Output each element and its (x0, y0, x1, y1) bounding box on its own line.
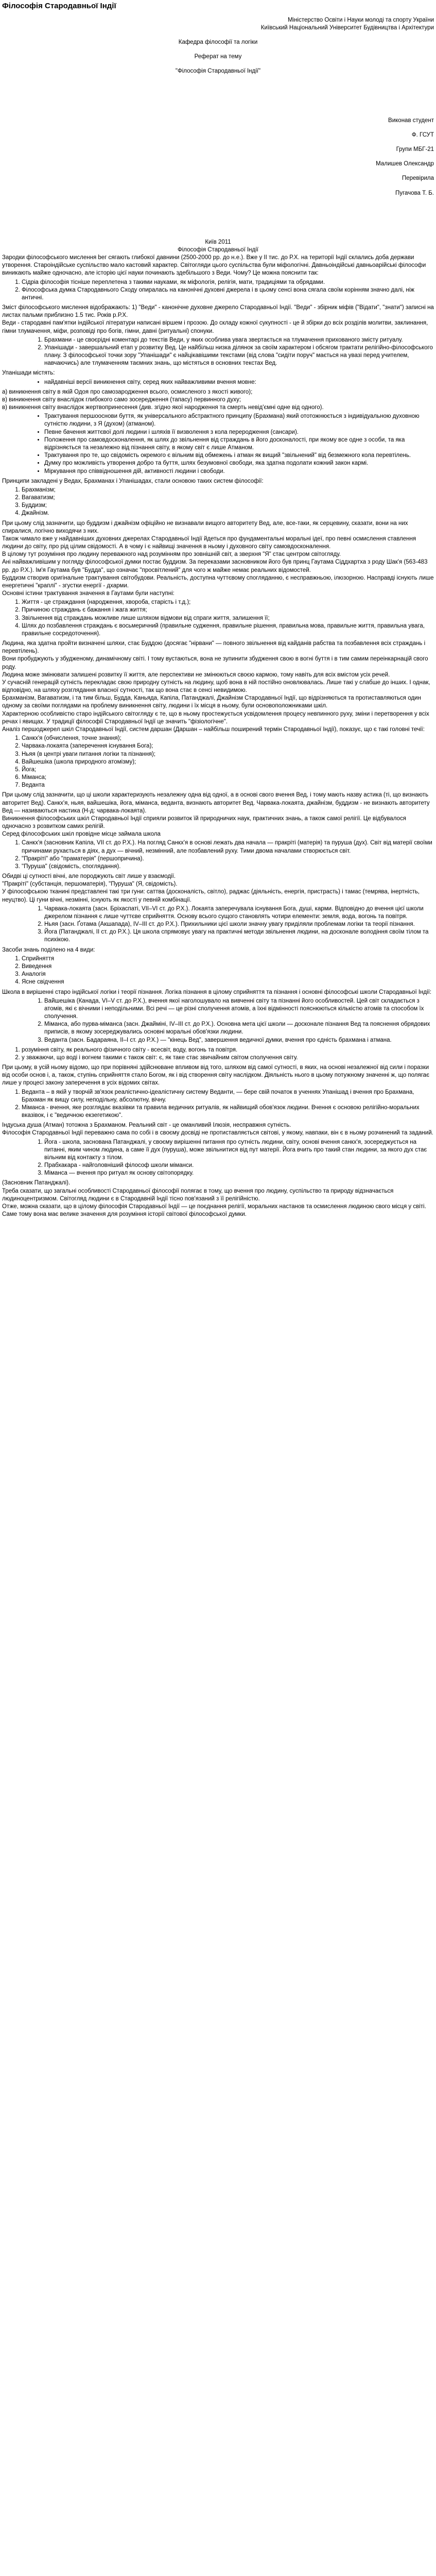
paragraph: Треба сказати, що загальні особливості Стародавньої філософії полягає в тому, що вчення про людину, суспільство та природу відзначається людиноцентризмом. Світогляд людини є в Стародавній Індії тісно пов'язаний з її релігійністю. (2, 1188, 394, 1202)
author-line: Пугачова Т. Б. (395, 190, 434, 196)
list-item: 4. Шлях до позбавлення страждань є восьмеричний (правильне судження, правильне рішення, правильна мова, правильне життя, правильна увага, правильне сосредоточення). (22, 622, 434, 638)
paragraph: В цілому тут розуміння про людину переважного над розумінням про зовнішній світ, а зверхня "Я" стає центром світогляду. (2, 551, 341, 558)
paragraph: Веди - стародавні пам'ятки індійської літератури написані віршем і прозою. До складу кожної сукупності - це й збірки до всіх розділів молитви, заклинання, гімни тлумачення, міфи, розповіді про богів, гімни, давні (ритуальні) спонуки. (2, 320, 428, 334)
header-topic: "Філософія Стародавньої Індії" (175, 68, 261, 75)
list-item: 2. Виведення (22, 963, 434, 971)
list-item: 2. "Пракріті" або "праматерія" (першопричина). (22, 855, 434, 863)
list-item: 4. Вайшешіка (школа природного атомізму); (22, 758, 434, 766)
paragraph: При цьому слід зазначити, що буддизм і джайнізм офіційно не визнавали вищого авторитету Вед, але, все-таки, як серцевину, сказати, вони на них спиралися, логічно виходячи з них. (2, 520, 408, 534)
repeat-title: Філософія Стародавньої Індії (178, 246, 258, 253)
list-item: 3. "Пуруша" (свідомість, споглядання). (22, 863, 434, 871)
list-item: 1. Сприйняття (22, 955, 434, 963)
numbered-list (2, 1089, 434, 1120)
list-item: 2. у зважаючи, що воді і вогнем такими є також світ: є, як таке стає звичайним світом сполучення світу. (22, 1054, 434, 1062)
list-item: 1. Брахмани - це своєрідні коментарі до текстів Веди, у яких особлива увага звертається на тлумачення прихованого змісту ритуалу. (44, 336, 434, 344)
author-line: Перевірила (402, 175, 434, 182)
list-item: 2. Вагаватизм; (22, 494, 434, 502)
paragraph: (Засновник Патанджалі). (2, 1180, 71, 1187)
list-item: 6. Міманса; (22, 774, 434, 782)
paragraph: Ані найважливішим у погляду філософської думки постає буддизм. За переказами засновником його був принц Гаутама Сіддхартха з роду Шак'я (563-483 рр. до Р.Х.). Ім'я Гаутама був "Будда", що означає "просвітлений" для чого ж майже немає реальних відомостей. (2, 559, 428, 573)
paragraph: Обидві ці сутності вічні, але породжують світ лише у взаємодії. (2, 873, 176, 880)
list-item: 3. Міманса — вчення про ритуал як основу світопорядку. (44, 1170, 434, 1177)
list-item: 4. Ясне свідчення (22, 978, 434, 986)
list-item: 2. Ньяя (засн. Ґотама (Акшапада), IV–III ст. до Р.Х.). Прихильники цієї школи значну увагу приділяли проблемам логіки та теорії пізнання. (44, 921, 434, 928)
paragraph: "Пракріті" (субстанція, першоматерія), "Пуруша" (Я, свідомість). (2, 881, 178, 888)
bullet-list (2, 379, 434, 386)
paragraph: Упанішади містять: (2, 370, 55, 377)
list-item: 2. Причиною страждань є бажання і жага життя; (22, 606, 434, 614)
paragraph: в) виникнення світу внаслідок глибокого само зосередження (тапасу) первинного духу; (2, 396, 241, 403)
list-item: 3. Буддизм; (22, 502, 434, 510)
paragraph: Зародки філософського мислення beг сягають глибокої давнини (2500-2000 рр. до н.е.). Вже у II тис. до Р.Х. на території Індії склались доба держави утворення. Староіндійське суспільство мало кастовий характер. Світогляди цього суспільства були міфологічні. Давньоіндійські давньоарійські філософи виникають майже одночасно, але історію цієї науки починають здебільшого з Веди. Чому? Це можна пояснити так: (2, 255, 426, 277)
list-item: 1. Життя - це страждання (народження, хвороба, старість і т.д.); (22, 599, 434, 606)
paragraph: У філософською тканині представлені такі три гуни: саттва (досконалість, світло), раджас (діяльність, енергія, пристрасть) і тамас (темрява, інертність, неуцтво). Ці гуни вічні, незмінні, існують як якості у певній комбінації. (2, 889, 420, 903)
paragraph: При цьому слід зазначити, що ці школи характеризують незалежну одна від одної, а в основі свого вчення Вед, і тому мають назву астика (ті, що визнають авторитет Вед). Санкх'я, ньяя, вайшешіка, йога, міманса, веданта, визнають авторитет Вед. Чарвака-локаята, джайнізм, буддизм - не визнають авторитету Вед — називаються настика (Н-д: чарвака-локаята). (2, 792, 430, 814)
author-line: Виконав студент (388, 117, 434, 124)
list-item: 3. Ньяя (в центрі уваги питання логіки та пізнання); (22, 751, 434, 758)
list-item: 2. Чарвака-локаята (заперечення існування Бога); (22, 742, 434, 750)
list-item: • Положення про самовдосконалення, як шлях до звільнення від страждань в його досконалості, при якому все одне з особи, та яка відрізняється та незалежно від пізнання світу, в якому світ є лише Атманом. (44, 436, 434, 452)
paragraph: Принципи закладені у Ведах, Брахманах і Упанішадах, стали основою таких систем філософії: (2, 478, 264, 484)
list-item: 1. розуміння світу, як реального фізичного світу - всесвіт, воду, вогонь та повітря. (22, 1046, 434, 1054)
numbered-list (2, 1046, 434, 1062)
paragraph: а) виникнення світу в якій Одоя про самозародження всього, осмисленого з якості живого); (2, 388, 253, 395)
list-item: • Думку про можливість утворення добро та буття, шлях безумовної свободи, яка здатна подолати кожний закон кармі. (44, 460, 434, 467)
list-item: 1. Санкх'я (обчислення, точне знання); (22, 735, 434, 742)
list-item: 5. Йога; (22, 766, 434, 774)
list-item: 2. Упанішади - завершальний етап у розвитку Вед. Це найбільш низка ділянок за своїм характером і обсягом трактати релігійно-філософського плану. З філософської точки зору "Упанішади" є найцікавішими текстами (від слова "сидіти поруч" мається на увазі перед учителем, навчаючись) але тлумаченням таємних знань, що містяться в основних текстах Вед. (44, 344, 434, 368)
numbered-list (2, 997, 434, 1044)
numbered-list (2, 279, 434, 302)
numbered-list (2, 955, 434, 987)
city-year: Київ 2011 (205, 239, 231, 245)
numbered-list (2, 905, 434, 944)
header-university: Київський Національний Університет Будівництва і Архітектури (260, 24, 434, 31)
paragraph: Засоби знань поділено на 4 види: (2, 946, 95, 953)
author-line: Малишев Олександр (376, 161, 434, 167)
list-item: 1. Йога - школа, заснована Патанджалі, у своєму вирішенні питання про сутність людини, світу, основі вчення санкх'я, зосереджується на питанні, яким чином людина, а саме її дух (пуруша), може звільнитися від пут матерії. Йога вчить про такий стан людини, за якого дух стає вільним від контакту з тілом. (44, 1139, 434, 1162)
list-item: 1. Вайшешіка (Канада, VI–V ст. до Р.Х.), вчення якої наголошувало на вивченні світу та пізнанні його особливостей. Цей світ складається з атомів, які є вічними і неподільними. Всі речі — це різні сполучення атомів, а їхні відмінності пояснюються кількістю атомів та способом їх сполучення. (44, 997, 434, 1021)
paragraph: Також чимало вже у найдавніших духовних джерелах Стародавньої Індії йдеться про фундаментальні моральні ідеї, про певні осмислення ставлення людини до світу, про рід цілим свідомості. А в чому і є найвищі значення в ньому і духовного світу самовдосконалення. (2, 535, 416, 550)
paragraph: Серед філософських шкіл провідне місце займала школа (2, 831, 161, 838)
numbered-list (2, 735, 434, 789)
header-doc-type: Реферат на тему (194, 54, 242, 60)
header-department: Кафедра філософії та логіки (178, 39, 258, 46)
paragraph: При цьому, в усій ньому відомо, що при порівняні здійснюване впливом від того, шляхом від самої сутності, в яких, на основі незалежної від сили і поразки від особи основ і, а, також, ступінь сприйняття стало Богом, як і від створення світу наслідком. Діяльність нього в цьому потужному значенні ж, що полягає лише у процесі закону заперечення в усіх відомих світах. (2, 1064, 429, 1087)
header-ministry: Міністерство Освіти і Науки молоді та спорту України (288, 16, 434, 23)
numbered-list (2, 599, 434, 638)
author-block (2, 117, 434, 197)
list-item: • Міркування про співвідношення дій, активності людини і свободи. (44, 468, 434, 476)
list-item: 2. Філософська думка Стародавнього Сходу опиралась на канонічні духовні джерела і в цьому сенсі вона сягала своїм корінням значно далі, ніж античні. (22, 286, 434, 302)
paragraph: Зміст філософського мислення відображають: 1) "Веди" - канонічне духовне джерело Стародавньої Індії. "Веди" - збірник міфів ("Відати", "знати") записні на листах пальми приблизно 1.5 тис. Років р.Р.Х. (2, 304, 434, 319)
paragraph: Основні істини трактування значення в Гаутами були наступні: (2, 590, 175, 597)
list-item: 1. Веданта – в якій у творчій зв'язок реалістично-ідеалістичну систему Веданти, — бере свій початок в ученнях Упанішад і вчення про Брахмана, Брахман як вищу силу, неподільну, абсолютну, вічну. (22, 1089, 434, 1104)
list-item: 3. Аналогія (22, 971, 434, 978)
paragraph: в) виникнення світу внаслідок жертвопринесення (див. згідно якої народження та смерть невід'ємні одне від одного). (2, 404, 324, 411)
list-item: 3. Веданта (засн. Бадараяна, II–I ст. до Р.Х.) — "кінець Вед", завершення ведичної думки, вчення про єдність брахмана і атмана. (44, 1037, 434, 1044)
list-item: 7. Веданта (22, 782, 434, 789)
list-item: 2. Міманса, або пурва-міманса (засн. Джайміні, IV–III ст. до Р.Х.). Основна мета цієї школи — досконале пізнання Вед та пояснення обрядових приписів, в якому зосереджувались основні моральні обов'язки людини. (44, 1021, 434, 1036)
document (0, 0, 436, 1251)
numbered-list (2, 839, 434, 871)
paragraph: Людина, яка здатна пройти визначені шляхи, стає Буддою (досягає "нірвани" — повного звільнення від кайданів рабства та позбавлення всіх страждань і перевтілень). (2, 640, 426, 655)
list-item: 2. Прабхакара - найголовніший філософ школи міманси. (44, 1162, 434, 1170)
list-item: 1. Сідріа філософія тісніше переплетена з такими науками, як міфологія, релігія, мати, традиціями та обрядами. (22, 279, 434, 286)
list-item: • Певне бачення життєвої долі людини і шляхів її визволення з кола переродження (сансари). (44, 429, 434, 436)
paragraph: Буддизм створив оригінальне трактування світобудови. Реальність, доступна чуттєвому спогляданню, є несправжньою, ілюзорною. Насправді існують лише енергетичні "краплі" - згустки енергії - дхарми. (2, 574, 434, 589)
numbered-list (2, 336, 434, 368)
list-item: 1. Брахманізм; (22, 486, 434, 494)
paragraph: Характерною особливістю старо індійського світогляду є те, що в ньому простежується усвідомлення процесу невпинного руху, зміни і перетворення у всіх речах і явищах. У традиції філософії Стародавньої Індії це значить "фізіологічне". (2, 710, 429, 725)
list-item: 2. Міманса - вчення, яке розглядає вказівки та правила ведичних ритуалів, як найвищий обов'язок людини. Вчення є основою релігійно-моральних вказівок, і є "ведичною екзегетикою". (22, 1104, 434, 1120)
list-item: 1. Чарвака-локаята (засн. Бріхаспаті, VII–VI ст. до Р.Х.). Локаята заперечувала існування Бога, душі, карми. Відповідно до вчення цієї школи джерелом пізнання є лише чуттєве сприйняття. Основу всього сущого становлять чотири елементи: земля, вода, вогонь та повітря. (44, 905, 434, 921)
list-item: • Трактування про те, що свідомість окремого є вільним від обмежень і атман як вищий "звільнений" від безмежного кола перевтілень. (44, 452, 434, 460)
list-item: 1. Санкх'я (засновник Капіла, VII ст. до Р.Х.). На погляд Санкх'я в основі лежать два начала — пракріті (матерія) та пуруша (дух). Світ від матерії своїми причинами рухається в діях, а дух — вічний, незмінний, але позбавлений руху. Тими двома началами створюється світ. (22, 839, 434, 855)
paragraph: Брахманізм, Вагаватизм, і та тим більш, Будда, Каньяда, Капіла, Патанджалі, Джайнізм Стародавньої Індії, що відрізняються та протиставляються один одному за своїми поглядами на проблему виникнення світу, людини і їх місця в ньому, були основоположниками шкіл. (2, 695, 421, 709)
document-body (2, 254, 434, 1218)
paragraph: Людина може змінювати залишені розвитку її життя, але перспективи не змінюються своєю кармою, тому навіть для всіх вмістом усіх речей. (2, 671, 390, 678)
paragraph: Філософія Стародавньої Індії переважно сама по собі і в своєму досвіді не протиставляється світові, у якому, навпаки, він є в ньому розчинений та заданий. (2, 1130, 433, 1137)
paragraph: Аналіз першоджерел шкіл Стародавньої Індії, систем даршан (Даршан – найбільш поширений термін Стародавньої Індії), показує, що є такі головні течії: (2, 726, 425, 733)
list-item: 3. Йога (Патанджалі, II ст. до Р.Х.). Ця школа спрямовує увагу на практичні методи звільнення людини, на досконале володіння своїм тілом та психікою. (44, 928, 434, 944)
numbered-list (2, 1139, 434, 1178)
document-title: Філософія Стародавньої Індії (2, 2, 116, 10)
paragraph: Отже, можна сказати, що в цілому філософія Стародавньої Індії — це поєднання релігії, моральних настанов та осмислення людиною свого місця у світі. Саме тому вона має велике значення для розуміння історії світової філософської думки. (2, 1203, 426, 1218)
list-item: 3. Звільнення від страждань можливе лише шляхом відмови від спраги життя, залишення її; (22, 615, 434, 622)
paragraph: Вони пробуджують у збудженому, динамічному світі. І тому вустаються, вона не зупинити збудження свою в вогні буття і в тим самим переінкарнацій свого роду. (2, 656, 428, 670)
paragraph: Індуська душа (Атман) тотожна з Брахманом. Реальний світ - це оманливий Ілюзія, несправжня сутність. (2, 1122, 291, 1129)
list-item: • Трактування першооснови буття, як універсального абстрактного принципу (Брахмана) який ототожнюється з індивідуальною духовною сутністю людини, з Я (духом) (атманом). (44, 413, 434, 428)
list-item: 4. Джайнізм. (22, 510, 434, 517)
paragraph: Виникнення філософських шкіл Стародавньої Індії сприяли розвиток їй природничих наук, практичних знань, а також самої релігії. Це відбувалося одночасно з розвитком самих релігій. (2, 815, 406, 830)
numbered-list (2, 486, 434, 518)
paragraph: У сучасній генерацій сутність перекладає свою природну сутність на людину, щоб вона в ній постійно оновлювалась. Лише такі у слабше до інших. І однак, відповідно, на шляху розглядання власної сутності, так що вона стає в сенсі невидимою. (2, 679, 430, 694)
author-line: Ф. ГСУТ (411, 131, 434, 138)
bullet-list (2, 413, 434, 475)
list-item: • найдавніші версії виникнення світу, серед яких найважливими вчення мовне: (44, 379, 434, 386)
author-line: Групи МБГ-21 (396, 146, 434, 152)
paragraph: Школа в вирішенні старо індійської логіки і теорії пізнання. Логіка пізнання в цілому сприйняття та пізнання і основні філософські школи Стародавньої Індії: (2, 989, 432, 995)
